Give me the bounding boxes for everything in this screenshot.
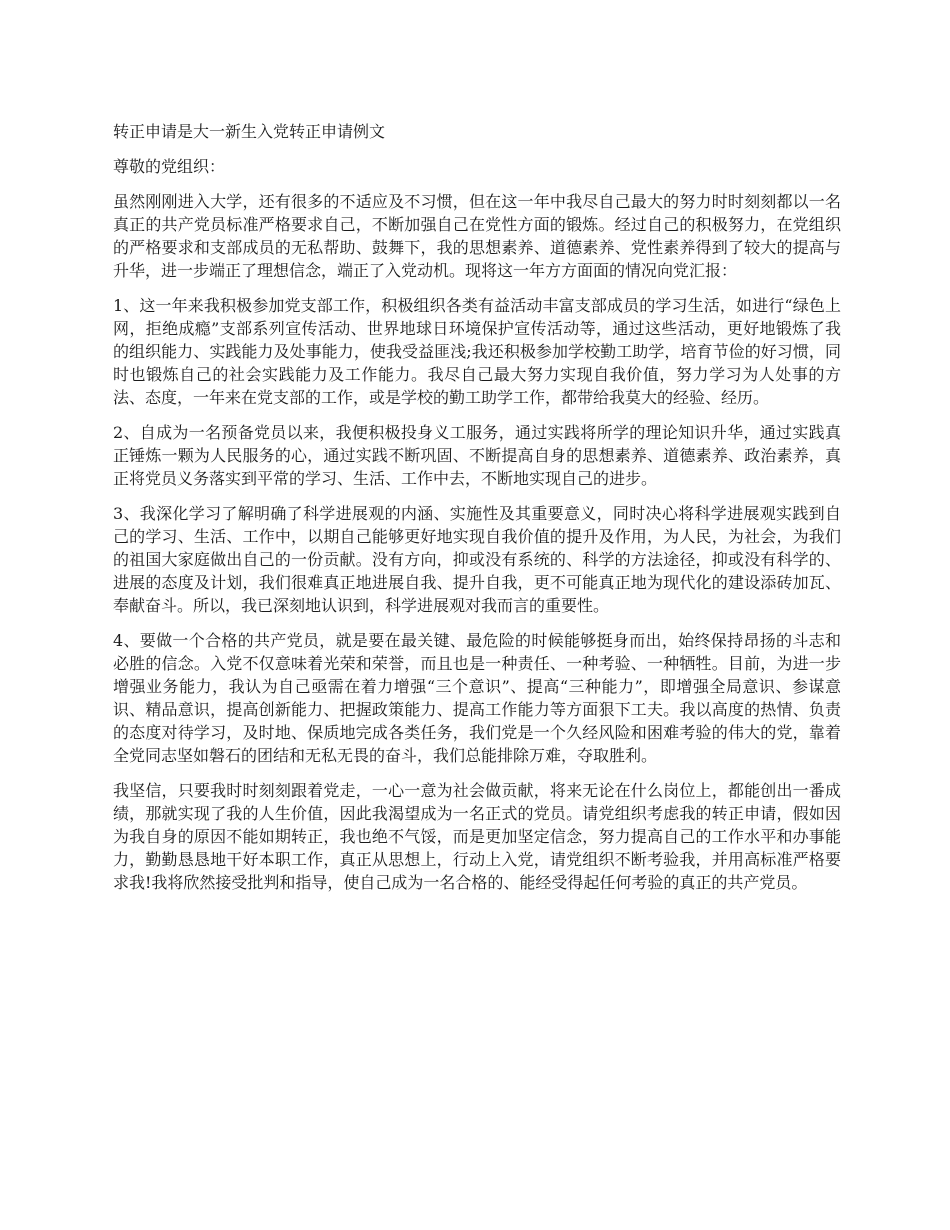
paragraph-intro: 虽然刚刚进入大学，还有很多的不适应及不习惯，但在这一年中我尽自己最大的努力时时刻刻都以一名真正的共产党员标准严格要求自己，不断加强自己在党性方面的锻炼。经过自己的积极努力，在党组织的严格要求和支部成员的无私帮助、鼓舞下，我的思想素养、道德素养、党性素养得到了较大的提高与升华，进一步端正了理想信念，端正了入党动机。现将这一年方方面面的情况向党汇报： bbox=[113, 192, 841, 280]
paragraph-point-4: 4、要做一个合格的共产党员，就是要在最关键、最危险的时候能够挺身而出，始终保持昂扬的斗志和必胜的信念。入党不仅意味着光荣和荣誉，而且也是一种责任、一种考验、一种牺牲。目前，为进一步增强业务能力，我认为自己亟需在着力增强“三个意识”、提高“三种能力”，即增强全局意识、参谋意识、精品意识，提高创新能力、把握政策能力、提高工作能力等方面狠下工夫。我以高度的热情、负责的态度对待学习，及时地、保质地完成各类任务，我们党是一个久经风险和困难考验的伟大的党，靠着全党同志坚如磐石的团结和无私无畏的奋斗，我们总能排除万难，夺取胜利。 bbox=[113, 631, 841, 765]
document-title: 转正申请是大一新生入党转正申请例文 bbox=[113, 122, 386, 141]
paragraph-point-1: 1、这一年来我积极参加党支部工作，积极组织各类有益活动丰富支部成员的学习生活，如进行“绿色上网，拒绝成瘾”支部系列宣传活动、世界地球日环境保护宣传活动等，通过这些活动，更好地锻炼了我的组织能力、实践能力及处事能力，使我受益匪浅;我还积极参加学校勤工助学，培育节俭的好习惯，同时也锻炼自己的社会实践能力及工作能力。我尽自己最大努力实现自我价值，努力学习为人处事的方法、态度，一年来在党支部的工作，或是学校的勤工助学工作，都带给我莫大的经验、经历。 bbox=[113, 296, 841, 407]
paragraph-point-3: 3、我深化学习了解明确了科学进展观的内涵、实施性及其重要意义，同时决心将科学进展观实践到自己的学习、生活、工作中，以期自己能够更好地实现自我价值的提升及作用，为人民，为社会，为我们的祖国大家庭做出自己的一份贡献。没有方向，抑或没有系统的、科学的方法途径，抑或没有科学的、进展的态度及计划，我们很难真正地进展自我、提升自我，更不可能真正地为现代化的建设添砖加瓦、奉献奋斗。所以，我已深刻地认识到，科学进展观对我而言的重要性。 bbox=[113, 504, 841, 615]
paragraph-point-2: 2、自成为一名预备党员以来，我便积极投身义工服务，通过实践将所学的理论知识升华，通过实践真正锤炼一颗为人民服务的心，通过实践不断巩固、不断提高自身的思想素养、道德素养、政治素养，真正将党员义务落实到平常的学习、生活、工作中去，不断地实现自己的进步。 bbox=[113, 423, 841, 488]
salutation: 尊敬的党组织： bbox=[113, 157, 226, 176]
document-body bbox=[113, 120, 841, 906]
paragraph-conclusion: 我坚信，只要我时时刻刻跟着党走，一心一意为社会做贡献，将来无论在什么岗位上，都能创出一番成绩，那就实现了我的人生价值，因此我渴望成为一名正式的党员。请党组织考虑我的转正申请，假如因为我自身的原因不能如期转正，我也绝不气馁，而是更加坚定信念，努力提高自己的工作水平和办事能力，勤勤恳恳地干好本职工作，真正从思想上，行动上入党，请党组织不断考验我，并用高标准严格要求我!我将欣然接受批判和指导，使自己成为一名合格的、能经受得起任何考验的真正的共产党员。 bbox=[113, 781, 841, 892]
